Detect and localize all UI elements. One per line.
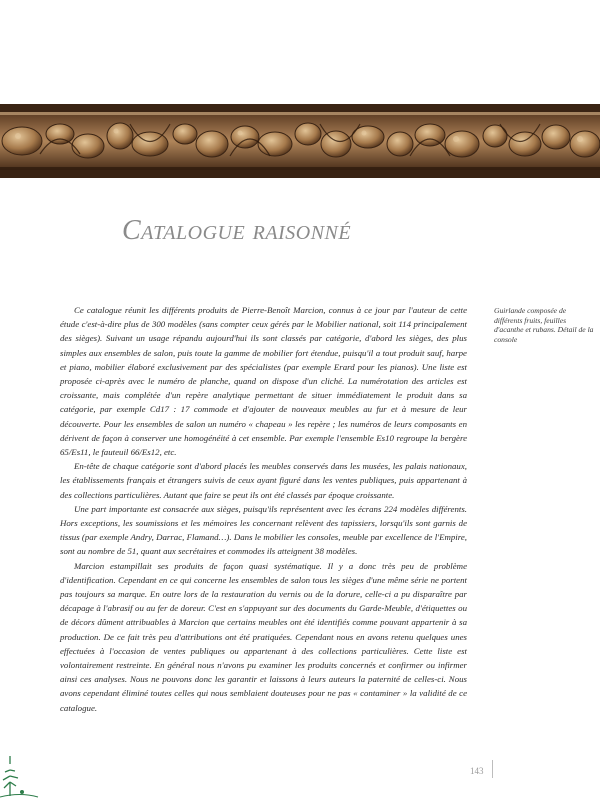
body-text (60, 303, 467, 715)
image-caption: Guirlande composée de différents fruits, feuilles d'acanthe et rubans. Détail de la console (494, 306, 594, 344)
divider (492, 760, 493, 778)
tree-ornament-icon (0, 752, 40, 802)
paragraph: En-tête de chaque catégorie sont d'abord placés les meubles conservés dans les musées, les palais nationaux, les établissements français et étrangers suivis de ceux ayant figuré dans les ventes publiques, puis appartenant à des collections particulières. Autant que faire se peut ils ont été classés par époque croissante. (60, 461, 467, 500)
paragraph: Ce catalogue réunit les différents produits de Pierre-Benoît Marcion, connus à ce jour par l'auteur de cette étude c'est-à-dire plus de 300 modèles (sans compter ceux gérés par le Mobilier national, soit 114 principalement des sièges). Suivant un usage répandu aujourd'hui ils sont classés par catégorie, d'abord les sièges, des plus simples aux ensembles de salon, puis toute la gamme de mobilier fort étendue, puisqu'il a tout produit sauf, harpe et piano, mobilier élaboré exclusivement par des spécialistes (par exemple Erard pour les pianos). Une liste est proposée ci-après avec le numéro de planche, quand on dispose d'un cliché. La numérotation des articles est croissante, mais complétée d'un repère analytique permettant de situer immédiatement le produit dans sa catégorie, par exemple Cd17 : 17 commode et d'ajouter de nouveaux meubles au fur et à mesure de leur découverte. Pour les ensembles de salon un numéro « chapeau » les repère ; les numéros de leurs composants en dérivent de façon à conserver une homogénéité à cet ensemble. Par exemple l'ensemble Es10 regroupe la bergère 65/Es11, le fauteuil 66/Es12, etc. (60, 305, 467, 458)
carved-frieze-image (0, 104, 600, 178)
page-number: 143 (470, 766, 484, 776)
paragraph: Une part importante est consacrée aux sièges, puisqu'ils représentent avec les écrans 224 modèles différents. Hors exceptions, les soumissions et les mémoires les concernant relèvent des tapissiers, lorsqu'ils sont garnis de tissus (par exemple Andry, Darrac, Flamand…). Dans le mobilier les consoles, meuble par excellence de l'Empire, sont au nombre de 51, quant aux secrétaires et commodes ils atteignent 38 modèles. (60, 503, 467, 557)
paragraph: Marcion estampillait ses produits de façon quasi systématique. Il y a donc très peu de problème d'identification. Cependant en ce qui concerne les ensembles de salon tous les sièges d'une même série ne portent pas toujours sa marque. En outre lors de la restauration du vernis ou de la dorure, celle-ci a pu disparaître par décapage à l'abrasif ou au fer de doreur. C'est en s'appuyant sur des documents du Garde-Meuble, d'étiquettes ou de décors dûment attribuables à Marcion que certains meubles ont été identifiés comme pouvant appartenir à sa production. De ce fait très peu d'attributions ont été pratiquées. Cependant nous en avons retenu quelques unes effectuées à l'occasion de ventes publiques ou appartenant à des collections particulières. Cette liste est volontairement restreinte. En général nous n'avons pu examiner les produits concernés et confirmer ou infirmer ainsi ces analyses. Nous ne pouvons donc les garantir et laissons à leurs auteurs la paternité de celles-ci. Nous avons cependant éliminé toutes celles qui nous semblaient douteuses pour ne pas « contaminer » la validité de ce catalogue. (60, 560, 467, 713)
page-title: Catalogue raisonné (122, 215, 352, 246)
